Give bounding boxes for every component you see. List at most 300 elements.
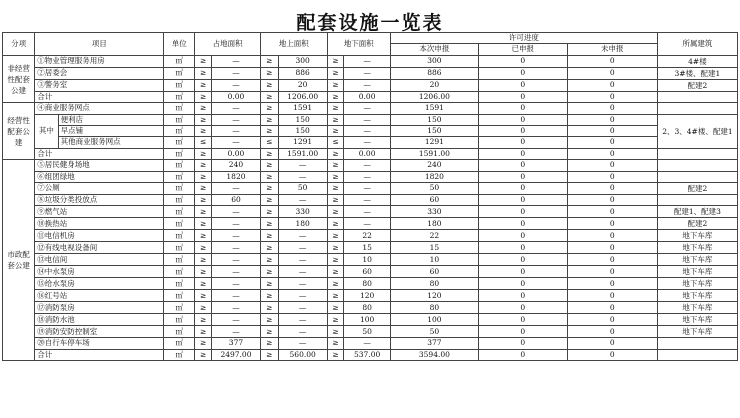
- below-area-cell: 0.00: [344, 91, 391, 102]
- undeclared-cell: 0: [567, 242, 657, 254]
- sign-cell: ≥: [327, 148, 344, 159]
- unit-cell: ㎡: [164, 195, 195, 206]
- undeclared-cell: 0: [567, 79, 657, 91]
- current-cell: 15: [390, 242, 478, 254]
- land-area-cell: —: [212, 103, 261, 114]
- below-area-cell: —: [344, 114, 391, 125]
- sign-cell: ≥: [327, 338, 344, 349]
- declared-cell: 0: [478, 114, 567, 125]
- unit-cell: ㎡: [164, 55, 195, 67]
- above-area-cell: 180: [278, 218, 327, 230]
- above-area-cell: —: [278, 314, 327, 326]
- sign-cell: ≥: [327, 326, 344, 338]
- building-cell: 地下车库: [657, 242, 737, 254]
- item-cell: ⑪电信机房: [35, 230, 164, 242]
- building-cell: [657, 349, 737, 360]
- table-row: [3, 338, 738, 349]
- item-cell: ⑩换热站: [35, 218, 164, 230]
- below-area-cell: —: [344, 67, 391, 79]
- sign-cell: ≤: [260, 137, 278, 148]
- sign-cell: ≥: [260, 79, 278, 91]
- above-area-cell: —: [278, 326, 327, 338]
- declared-cell: 0: [478, 137, 567, 148]
- undeclared-cell: 0: [567, 314, 657, 326]
- sign-cell: ≥: [260, 278, 278, 290]
- unit-cell: ㎡: [164, 278, 195, 290]
- current-cell: 10: [390, 254, 478, 266]
- undeclared-cell: 0: [567, 137, 657, 148]
- item-cell: ⑦公厕: [35, 183, 164, 195]
- declared-cell: 0: [478, 278, 567, 290]
- above-area-cell: —: [278, 266, 327, 278]
- sign-cell: ≥: [195, 126, 212, 137]
- declared-cell: 0: [478, 206, 567, 218]
- declared-cell: 0: [478, 160, 567, 171]
- sign-cell: ≥: [195, 314, 212, 326]
- table-row: [3, 290, 738, 302]
- land-area-cell: 0.00: [212, 148, 261, 159]
- sign-cell: ≥: [195, 79, 212, 91]
- header-declared: 已申报: [478, 44, 567, 55]
- above-area-cell: —: [278, 338, 327, 349]
- current-cell: 1206.00: [390, 91, 478, 102]
- declared-cell: 0: [478, 126, 567, 137]
- item-cell: 其他商业服务网点: [58, 137, 164, 148]
- item-cell: ⑯红号站: [35, 290, 164, 302]
- current-cell: 60: [390, 195, 478, 206]
- sign-cell: ≥: [195, 302, 212, 314]
- item-cell: ⑰消防泵房: [35, 302, 164, 314]
- current-cell: 80: [390, 302, 478, 314]
- sign-cell: ≥: [260, 171, 278, 182]
- table-title: 配套设施一览表: [296, 12, 444, 34]
- table-row: [3, 242, 738, 254]
- sign-cell: ≥: [195, 171, 212, 182]
- above-area-cell: 50: [278, 183, 327, 195]
- sign-cell: ≥: [260, 266, 278, 278]
- above-area-cell: 886: [278, 67, 327, 79]
- current-cell: 100: [390, 314, 478, 326]
- current-cell: 60: [390, 266, 478, 278]
- sign-cell: ≥: [260, 148, 278, 159]
- sign-cell: ≥: [195, 254, 212, 266]
- building-cell: 地下车库: [657, 254, 737, 266]
- declared-cell: 0: [478, 91, 567, 102]
- declared-cell: 0: [478, 79, 567, 91]
- declared-cell: 0: [478, 230, 567, 242]
- above-area-cell: —: [278, 160, 327, 171]
- below-area-cell: 15: [344, 242, 391, 254]
- sign-cell: ≥: [195, 266, 212, 278]
- current-cell: 150: [390, 126, 478, 137]
- item-cell: ⑧垃圾分类投放点: [35, 195, 164, 206]
- above-area-cell: 560.00: [278, 349, 327, 360]
- item-cell: ⑤居民健身场地: [35, 160, 164, 171]
- above-area-cell: 1591: [278, 103, 327, 114]
- item-cell: ⑥组团绿地: [35, 171, 164, 182]
- table-row: [3, 126, 738, 137]
- undeclared-cell: 0: [567, 114, 657, 125]
- table-row: [3, 55, 738, 67]
- below-area-cell: 80: [344, 278, 391, 290]
- sign-cell: ≥: [195, 278, 212, 290]
- building-cell: 地下车库: [657, 326, 737, 338]
- land-area-cell: —: [212, 206, 261, 218]
- item-cell: ⑮给水泵房: [35, 278, 164, 290]
- undeclared-cell: 0: [567, 91, 657, 102]
- below-area-cell: 100: [344, 314, 391, 326]
- table-row: [3, 230, 738, 242]
- land-area-cell: —: [212, 114, 261, 125]
- item-cell: 合计: [35, 91, 164, 102]
- below-area-cell: 0.00: [344, 148, 391, 159]
- above-area-cell: —: [278, 242, 327, 254]
- undeclared-cell: 0: [567, 126, 657, 137]
- header-category: 分项: [3, 33, 35, 56]
- undeclared-cell: 0: [567, 254, 657, 266]
- table-row: [3, 183, 738, 195]
- sign-cell: ≥: [260, 206, 278, 218]
- table-row: [3, 171, 738, 182]
- undeclared-cell: 0: [567, 349, 657, 360]
- declared-cell: 0: [478, 314, 567, 326]
- sign-cell: ≥: [260, 103, 278, 114]
- sign-cell: ≥: [195, 206, 212, 218]
- subgroup-cell: 其中: [35, 114, 58, 148]
- sign-cell: ≥: [195, 160, 212, 171]
- unit-cell: ㎡: [164, 114, 195, 125]
- below-area-cell: —: [344, 218, 391, 230]
- sign-cell: ≥: [327, 278, 344, 290]
- below-area-cell: 60: [344, 266, 391, 278]
- sign-cell: ≥: [195, 91, 212, 102]
- below-area-cell: 120: [344, 290, 391, 302]
- sign-cell: ≥: [260, 195, 278, 206]
- item-cell: ④商业服务网点: [35, 103, 164, 114]
- sign-cell: ≥: [195, 349, 212, 360]
- land-area-cell: —: [212, 254, 261, 266]
- declared-cell: 0: [478, 148, 567, 159]
- building-cell: 地下车库: [657, 302, 737, 314]
- undeclared-cell: 0: [567, 338, 657, 349]
- land-area-cell: —: [212, 79, 261, 91]
- table-row: [3, 137, 738, 148]
- sign-cell: ≥: [195, 338, 212, 349]
- below-area-cell: 80: [344, 302, 391, 314]
- current-cell: 330: [390, 206, 478, 218]
- above-area-cell: —: [278, 254, 327, 266]
- sign-cell: ≥: [327, 114, 344, 125]
- below-area-cell: 22: [344, 230, 391, 242]
- building-cell: 地下车库: [657, 278, 737, 290]
- sign-cell: ≥: [327, 218, 344, 230]
- declared-cell: 0: [478, 290, 567, 302]
- above-area-cell: 1291: [278, 137, 327, 148]
- building-cell: 配建2: [657, 79, 737, 91]
- current-cell: 20: [390, 79, 478, 91]
- sign-cell: ≥: [327, 266, 344, 278]
- declared-cell: 0: [478, 195, 567, 206]
- land-area-cell: —: [212, 137, 261, 148]
- undeclared-cell: 0: [567, 183, 657, 195]
- land-area-cell: 0.00: [212, 91, 261, 102]
- sign-cell: ≥: [195, 195, 212, 206]
- undeclared-cell: 0: [567, 302, 657, 314]
- item-cell: 早点铺: [58, 126, 164, 137]
- current-cell: 1291: [390, 137, 478, 148]
- below-area-cell: —: [344, 103, 391, 114]
- sign-cell: ≥: [327, 103, 344, 114]
- unit-cell: ㎡: [164, 290, 195, 302]
- land-area-cell: —: [212, 230, 261, 242]
- current-cell: 1591.00: [390, 148, 478, 159]
- current-cell: 22: [390, 230, 478, 242]
- sign-cell: ≥: [260, 349, 278, 360]
- sign-cell: ≥: [327, 160, 344, 171]
- land-area-cell: —: [212, 290, 261, 302]
- unit-cell: ㎡: [164, 349, 195, 360]
- sign-cell: ≥: [327, 230, 344, 242]
- unit-cell: ㎡: [164, 126, 195, 137]
- sign-cell: ≥: [327, 349, 344, 360]
- land-area-cell: 2497.00: [212, 349, 261, 360]
- declared-cell: 0: [478, 218, 567, 230]
- below-area-cell: 537.00: [344, 349, 391, 360]
- unit-cell: ㎡: [164, 137, 195, 148]
- sign-cell: ≥: [260, 314, 278, 326]
- below-area-cell: —: [344, 171, 391, 182]
- header-above-area: 地上面积: [260, 33, 327, 56]
- current-cell: 240: [390, 160, 478, 171]
- building-cell: 2、3、4#楼、配建1: [657, 114, 737, 148]
- declared-cell: 0: [478, 67, 567, 79]
- unit-cell: ㎡: [164, 206, 195, 218]
- unit-cell: ㎡: [164, 254, 195, 266]
- item-cell: 合计: [35, 349, 164, 360]
- item-cell: ⑫有线电视设备间: [35, 242, 164, 254]
- table-row: [3, 206, 738, 218]
- land-area-cell: —: [212, 218, 261, 230]
- land-area-cell: —: [212, 278, 261, 290]
- building-cell: [657, 171, 737, 182]
- table-row: [3, 254, 738, 266]
- building-cell: 3#楼、配建1: [657, 67, 737, 79]
- category-cell: 非经营性配套公建: [3, 55, 35, 102]
- sign-cell: ≥: [327, 55, 344, 67]
- sign-cell: ≥: [327, 171, 344, 182]
- sign-cell: ≤: [195, 137, 212, 148]
- above-area-cell: 1591.00: [278, 148, 327, 159]
- undeclared-cell: 0: [567, 171, 657, 182]
- sign-cell: ≥: [327, 67, 344, 79]
- item-cell: ②居委会: [35, 67, 164, 79]
- sign-cell: ≥: [260, 183, 278, 195]
- above-area-cell: —: [278, 230, 327, 242]
- category-cell: 经营性配套公建: [3, 103, 35, 160]
- below-area-cell: —: [344, 160, 391, 171]
- sign-cell: ≥: [327, 254, 344, 266]
- building-cell: 配建2: [657, 218, 737, 230]
- building-cell: 4#楼: [657, 55, 737, 67]
- table-row: [3, 314, 738, 326]
- above-area-cell: —: [278, 290, 327, 302]
- above-area-cell: 150: [278, 126, 327, 137]
- sign-cell: ≥: [327, 314, 344, 326]
- land-area-cell: —: [212, 67, 261, 79]
- above-area-cell: —: [278, 302, 327, 314]
- below-area-cell: —: [344, 79, 391, 91]
- sign-cell: ≥: [260, 242, 278, 254]
- declared-cell: 0: [478, 266, 567, 278]
- land-area-cell: 240: [212, 160, 261, 171]
- table-row: [3, 160, 738, 171]
- land-area-cell: —: [212, 302, 261, 314]
- table-row: [3, 266, 738, 278]
- sign-cell: ≥: [260, 338, 278, 349]
- land-area-cell: —: [212, 183, 261, 195]
- building-cell: [657, 160, 737, 171]
- unit-cell: ㎡: [164, 230, 195, 242]
- current-cell: 1591: [390, 103, 478, 114]
- sign-cell: ≥: [260, 254, 278, 266]
- current-cell: 50: [390, 183, 478, 195]
- sign-cell: ≥: [260, 160, 278, 171]
- above-area-cell: —: [278, 171, 327, 182]
- table-row: [3, 103, 738, 114]
- header-item: 项目: [35, 33, 164, 56]
- above-area-cell: 330: [278, 206, 327, 218]
- item-cell: 便利店: [58, 114, 164, 125]
- current-cell: 886: [390, 67, 478, 79]
- header-current: 本次申报: [390, 44, 478, 55]
- declared-cell: 0: [478, 338, 567, 349]
- sign-cell: ≥: [260, 55, 278, 67]
- declared-cell: 0: [478, 254, 567, 266]
- unit-cell: ㎡: [164, 148, 195, 159]
- unit-cell: ㎡: [164, 91, 195, 102]
- sign-cell: ≥: [195, 67, 212, 79]
- sign-cell: ≥: [327, 195, 344, 206]
- undeclared-cell: 0: [567, 266, 657, 278]
- sign-cell: ≥: [260, 326, 278, 338]
- table-row: [3, 114, 738, 125]
- building-cell: 地下车库: [657, 266, 737, 278]
- current-cell: 300: [390, 55, 478, 67]
- undeclared-cell: 0: [567, 160, 657, 171]
- above-area-cell: 300: [278, 55, 327, 67]
- unit-cell: ㎡: [164, 79, 195, 91]
- table-row: [3, 67, 738, 79]
- below-area-cell: 10: [344, 254, 391, 266]
- table-row: [3, 148, 738, 159]
- item-cell: ⑬电信间: [35, 254, 164, 266]
- sign-cell: ≥: [195, 114, 212, 125]
- sign-cell: ≥: [260, 302, 278, 314]
- land-area-cell: 1820: [212, 171, 261, 182]
- table-row: [3, 195, 738, 206]
- unit-cell: ㎡: [164, 103, 195, 114]
- undeclared-cell: 0: [567, 278, 657, 290]
- table-row: [3, 278, 738, 290]
- land-area-cell: —: [212, 242, 261, 254]
- above-area-cell: 1206.00: [278, 91, 327, 102]
- unit-cell: ㎡: [164, 242, 195, 254]
- building-cell: 配建2: [657, 183, 737, 195]
- unit-cell: ㎡: [164, 171, 195, 182]
- sign-cell: ≥: [327, 79, 344, 91]
- sign-cell: ≥: [195, 218, 212, 230]
- building-cell: [657, 103, 737, 114]
- land-area-cell: 377: [212, 338, 261, 349]
- declared-cell: 0: [478, 103, 567, 114]
- land-area-cell: —: [212, 326, 261, 338]
- sign-cell: ≥: [260, 126, 278, 137]
- below-area-cell: —: [344, 206, 391, 218]
- building-cell: 配建1、配建3: [657, 206, 737, 218]
- building-cell: 地下车库: [657, 314, 737, 326]
- category-cell: 市政配套公建: [3, 160, 35, 361]
- sign-cell: ≥: [195, 242, 212, 254]
- sign-cell: ≥: [260, 67, 278, 79]
- undeclared-cell: 0: [567, 206, 657, 218]
- current-cell: 50: [390, 326, 478, 338]
- below-area-cell: —: [344, 183, 391, 195]
- declared-cell: 0: [478, 183, 567, 195]
- unit-cell: ㎡: [164, 67, 195, 79]
- land-area-cell: 60: [212, 195, 261, 206]
- unit-cell: ㎡: [164, 326, 195, 338]
- sign-cell: ≥: [327, 183, 344, 195]
- building-cell: [657, 338, 737, 349]
- facilities-table: [2, 32, 738, 361]
- below-area-cell: —: [344, 338, 391, 349]
- declared-cell: 0: [478, 326, 567, 338]
- item-cell: 合计: [35, 148, 164, 159]
- sign-cell: ≥: [195, 183, 212, 195]
- current-cell: 150: [390, 114, 478, 125]
- declared-cell: 0: [478, 242, 567, 254]
- table-row: [3, 218, 738, 230]
- unit-cell: ㎡: [164, 183, 195, 195]
- above-area-cell: 20: [278, 79, 327, 91]
- below-area-cell: 50: [344, 326, 391, 338]
- item-cell: ⑳自行车停车场: [35, 338, 164, 349]
- sign-cell: ≥: [195, 103, 212, 114]
- unit-cell: ㎡: [164, 302, 195, 314]
- sign-cell: ≥: [195, 230, 212, 242]
- header-building: 所属建筑: [657, 33, 737, 56]
- undeclared-cell: 0: [567, 290, 657, 302]
- sign-cell: ≥: [260, 114, 278, 125]
- item-cell: ⑲消防安防控制室: [35, 326, 164, 338]
- table-row: [3, 349, 738, 360]
- unit-cell: ㎡: [164, 160, 195, 171]
- sign-cell: ≥: [327, 206, 344, 218]
- header-land-area: 占地面积: [195, 33, 261, 56]
- above-area-cell: —: [278, 278, 327, 290]
- sign-cell: ≥: [260, 230, 278, 242]
- current-cell: 1820: [390, 171, 478, 182]
- building-cell: 地下车库: [657, 290, 737, 302]
- declared-cell: 0: [478, 302, 567, 314]
- undeclared-cell: 0: [567, 218, 657, 230]
- item-cell: ⑭中水泵房: [35, 266, 164, 278]
- sign-cell: ≥: [327, 91, 344, 102]
- current-cell: 3594.00: [390, 349, 478, 360]
- item-cell: ①物业管理服务用房: [35, 55, 164, 67]
- sign-cell: ≥: [327, 126, 344, 137]
- header-undeclared: 未申报: [567, 44, 657, 55]
